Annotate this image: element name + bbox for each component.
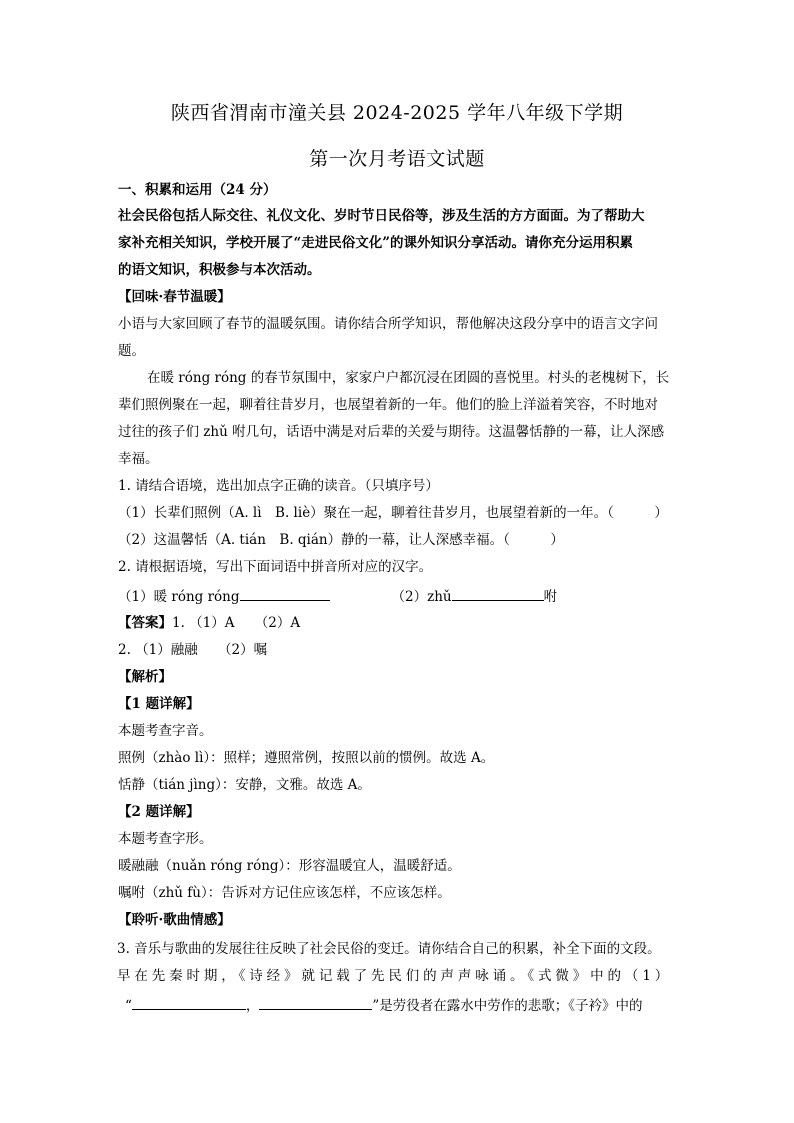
- section-heading: 一、积累和运用（24 分）: [118, 182, 277, 198]
- section-intro-line: 社会民俗包括人际交往、礼仪文化、岁时节日民俗等，涉及生活的方方面面。为了帮助大: [118, 208, 645, 224]
- answer-blank[interactable]: [259, 996, 372, 1010]
- part-desc-line: 题。: [118, 343, 145, 359]
- question-3-line: 3. 音乐与歌曲的发展往往反映了社会民俗的变迁。请你结合自己的积累，补全下面的文段。: [117, 941, 661, 957]
- answer-blank[interactable]: [132, 996, 246, 1010]
- question-2-item-2-label: （2）zhǔ: [391, 589, 452, 605]
- analysis-q2-line: 本题考查字形。: [118, 831, 213, 847]
- question-2-items: [118, 587, 688, 606]
- answer-line-1: 1. （1）A （2）A: [172, 615, 301, 631]
- analysis-q2-line: 嘱咐（zhǔ fù）：告诉对方记住应该怎样，不应该怎样。: [118, 885, 451, 901]
- answer-line-2: 2. （1）融融 （2）嘱: [118, 642, 268, 658]
- question-1-item-1: （1）长辈们照例（A. lì B. liè）聚在一起，聊着往昔岁月，也展望着新的一年。（ ）: [118, 505, 668, 521]
- part-heading: 【聆听·歌曲情感】: [118, 912, 231, 928]
- question-3-line-rest: ”是劳役者在露水中劳作的悲歌；《子衿》中的: [372, 998, 643, 1014]
- section-intro-line: 家补充相关知识，学校开展了“走进民俗文化”的课外知识分享活动。请你充分运用积累: [118, 235, 634, 251]
- analysis-q2-label: 【2 题详解】: [118, 804, 200, 820]
- question-3-fill-line: [125, 996, 695, 1015]
- exam-title-line1: 陕西省渭南市潼关县 2024-2025 学年八年级下学期: [170, 102, 624, 124]
- analysis-label: 【解析】: [118, 669, 172, 685]
- section-intro-line: 的语文知识，积极参与本次活动。: [118, 262, 321, 278]
- part-desc-line: 小语与大家回顾了春节的温暖氛围。请你结合所学知识，帮他解决这段分享中的语言文字问: [118, 316, 658, 332]
- exam-title-line2: 第一次月考语文试题: [309, 148, 485, 170]
- analysis-q1-line: 照例（zhào lì）：照样；遵照常例，按照以前的惯例。故选 A。: [118, 750, 495, 766]
- passage-line: 辈们照例聚在一起，聊着往昔岁月，也展望着新的一年。他们的脸上洋溢着笑容，不时地对: [118, 397, 658, 413]
- question-3-line: 早在先秦时期，《诗经》就记载了先民们的声声咏诵。《式微》中的（1）: [117, 968, 669, 984]
- passage-line: 幸福。: [118, 451, 159, 467]
- answer-row-1: [118, 614, 688, 632]
- open-quote: “: [125, 998, 132, 1014]
- analysis-q2-line: 暖融融（nuǎn róng róng）：形容温暖宜人，温暖舒适。: [118, 858, 461, 874]
- comma: ，: [245, 998, 260, 1014]
- passage-line: 在暖 róng róng 的春节氛围中，家家户户都沉浸在团圆的喜悦里。村头的老槐树下，长: [147, 370, 670, 386]
- question-1-item-2: （2）这温馨恬（A. tián B. qián）静的一幕，让人深感幸福。（ ）: [118, 532, 564, 548]
- answer-blank[interactable]: [452, 587, 544, 601]
- question-2-item-2-suffix: 咐: [543, 589, 558, 605]
- question-1: 1. 请结合语境，选出加点字正确的读音。（只填序号）: [118, 478, 439, 494]
- part-heading: 【回味·春节温暖】: [118, 289, 231, 305]
- passage-line: 过往的孩子们 zhǔ 咐几句，话语中满是对后辈的关爱与期待。这温馨恬静的一幕，让人深感: [118, 424, 665, 440]
- answer-label: 【答案】: [118, 615, 172, 631]
- question-2-item-1-label: （1）暖 róng róng: [118, 589, 240, 605]
- analysis-q1-line: 本题考查字音。: [118, 723, 213, 739]
- answer-blank[interactable]: [240, 587, 330, 601]
- analysis-q1-line: 恬静（tián jìng）：安静，文雅。故选 A。: [118, 777, 371, 793]
- question-2: 2. 请根据语境，写出下面词语中拼音所对应的汉字。: [118, 559, 433, 575]
- analysis-q1-label: 【1 题详解】: [118, 696, 200, 712]
